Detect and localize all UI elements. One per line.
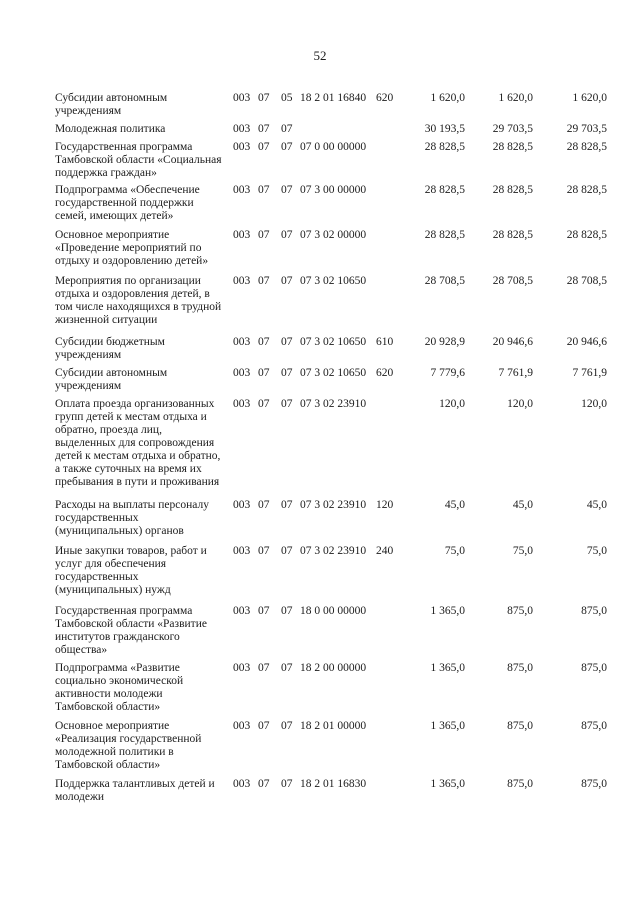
- target-article-code: 07 3 02 23910: [300, 545, 367, 557]
- row-name-line: Государственная программа: [55, 141, 193, 153]
- amount-year-3: 7 761,9: [572, 367, 607, 379]
- row-name-line: учреждениям: [55, 105, 122, 117]
- amount-year-2: 75,0: [512, 545, 533, 557]
- grbs-code: 003: [233, 184, 251, 196]
- page-number: 52: [313, 48, 327, 63]
- row-name-line: молодежи: [55, 791, 105, 803]
- row-name-line: учреждениям: [55, 380, 122, 392]
- row-name-line: Тамбовской области»: [55, 759, 161, 771]
- amount-year-2: 875,0: [507, 778, 533, 790]
- section-code: 07: [258, 336, 270, 348]
- amount-year-1: 28 708,5: [424, 275, 465, 287]
- grbs-code: 003: [233, 141, 251, 153]
- amount-year-1: 1 365,0: [430, 720, 465, 732]
- target-article-code: 18 2 01 00000: [300, 720, 367, 732]
- section-code: 07: [258, 229, 270, 241]
- row-name: [55, 275, 223, 327]
- amount-year-2: 875,0: [507, 605, 533, 617]
- target-article-code: 18 0 00 00000: [300, 605, 367, 617]
- grbs-code: 003: [233, 778, 251, 790]
- row-name-line: Субсидии бюджетным: [55, 336, 165, 348]
- section-code: 07: [258, 123, 270, 135]
- row-name-line: выделенных для сопровождения: [55, 437, 215, 449]
- row-name-line: Расходы на выплаты персоналу: [55, 499, 209, 511]
- section-code: 07: [258, 398, 270, 410]
- amount-year-2: 28 828,5: [492, 184, 533, 196]
- row-name-line: Тамбовской области «Развитие: [55, 618, 207, 630]
- amount-year-1: 28 828,5: [424, 229, 465, 241]
- row-name: [55, 778, 223, 804]
- row-name-line: Поддержка талантливых детей и: [55, 778, 215, 790]
- row-name: [55, 184, 223, 223]
- grbs-code: 003: [233, 398, 251, 410]
- row-name: [55, 398, 223, 489]
- row-name: [55, 605, 223, 657]
- subsection-code: 07: [281, 123, 293, 135]
- amount-year-3: 875,0: [581, 662, 607, 674]
- row-name-line: Мероприятия по организации: [55, 275, 201, 287]
- row-name: [55, 720, 223, 772]
- row-name-line: Основное мероприятие: [55, 229, 170, 241]
- row-name-line: отдыха и оздоровления детей, в: [55, 288, 210, 300]
- target-article-code: 07 3 02 10650: [300, 275, 367, 287]
- row-name-line: учреждениям: [55, 349, 122, 361]
- amount-year-3: 875,0: [581, 720, 607, 732]
- row-name-line: общества»: [55, 644, 108, 656]
- amount-year-3: 28 828,5: [566, 184, 607, 196]
- row-name-line: Подпрограмма «Обеспечение: [55, 184, 200, 196]
- row-name-line: государственных: [55, 571, 139, 583]
- target-article-code: 07 3 00 00000: [300, 184, 367, 196]
- amount-year-2: 28 828,5: [492, 141, 533, 153]
- subsection-code: 07: [281, 141, 293, 153]
- subsection-code: 07: [281, 662, 293, 674]
- section-code: 07: [258, 499, 270, 511]
- row-name: [55, 92, 223, 118]
- row-name-line: «Проведение мероприятий по: [55, 242, 202, 254]
- section-code: 07: [258, 367, 270, 379]
- target-article-code: 07 3 02 23910: [300, 398, 367, 410]
- row-name-line: Государственная программа: [55, 605, 193, 617]
- row-name-line: государственной поддержки: [55, 197, 194, 209]
- subsection-code: 05: [281, 92, 293, 104]
- section-code: 07: [258, 545, 270, 557]
- amount-year-3: 29 703,5: [566, 123, 607, 135]
- amount-year-3: 75,0: [586, 545, 607, 557]
- amount-year-1: 1 620,0: [430, 92, 465, 104]
- row-name-line: том числе находящихся в трудной: [55, 301, 222, 313]
- row-name-line: (муниципальных) органов: [55, 525, 184, 537]
- row-name: [55, 336, 223, 362]
- row-name-line: активности молодежи: [55, 688, 163, 700]
- row-name-line: групп детей к местам отдыха и: [55, 411, 207, 423]
- amount-year-1: 45,0: [444, 499, 465, 511]
- target-article-code: 07 3 02 00000: [300, 229, 367, 241]
- row-name-line: жизненной ситуации: [55, 314, 158, 326]
- amount-year-2: 1 620,0: [498, 92, 533, 104]
- section-code: 07: [258, 720, 270, 732]
- target-article-code: 18 2 01 16840: [300, 92, 367, 104]
- amount-year-3: 28 828,5: [566, 141, 607, 153]
- expense-type-code: 620: [376, 367, 394, 379]
- row-name-line: Субсидии автономным: [55, 92, 168, 104]
- row-name-line: Тамбовской области»: [55, 701, 161, 713]
- amount-year-2: 28 708,5: [492, 275, 533, 287]
- amount-year-2: 7 761,9: [498, 367, 533, 379]
- grbs-code: 003: [233, 336, 251, 348]
- amount-year-3: 875,0: [581, 605, 607, 617]
- target-article-code: 07 3 02 10650: [300, 336, 367, 348]
- row-name-line: пребывания в пути и проживания: [55, 476, 220, 488]
- row-name: [55, 141, 223, 180]
- target-article-code: 18 2 01 16830: [300, 778, 367, 790]
- grbs-code: 003: [233, 605, 251, 617]
- amount-year-2: 29 703,5: [492, 123, 533, 135]
- grbs-code: 003: [233, 229, 251, 241]
- amount-year-1: 120,0: [439, 398, 465, 410]
- amount-year-1: 30 193,5: [424, 123, 465, 135]
- row-name-line: Молодежная политика: [55, 123, 166, 135]
- row-name-line: социально экономической: [55, 675, 184, 687]
- subsection-code: 07: [281, 545, 293, 557]
- section-code: 07: [258, 184, 270, 196]
- grbs-code: 003: [233, 275, 251, 287]
- row-name: [55, 229, 223, 268]
- row-name-line: а также суточных на время их: [55, 463, 202, 475]
- row-name-line: «Реализация государственной: [55, 733, 202, 745]
- subsection-code: 07: [281, 336, 293, 348]
- section-code: 07: [258, 778, 270, 790]
- amount-year-2: 28 828,5: [492, 229, 533, 241]
- row-name-line: семей, имеющих детей»: [55, 210, 174, 222]
- subsection-code: 07: [281, 720, 293, 732]
- amount-year-1: 1 365,0: [430, 605, 465, 617]
- grbs-code: 003: [233, 545, 251, 557]
- row-name: [55, 367, 223, 393]
- row-name-line: Подпрограмма «Развитие: [55, 662, 180, 674]
- section-code: 07: [258, 141, 270, 153]
- row-name-line: Субсидии автономным: [55, 367, 168, 379]
- amount-year-3: 28 828,5: [566, 229, 607, 241]
- row-name-line: обратно, проезда лиц,: [55, 424, 162, 436]
- row-name-line: молодежной политики в: [55, 746, 174, 758]
- expense-type-code: 240: [376, 545, 394, 557]
- target-article-code: 18 2 00 00000: [300, 662, 367, 674]
- amount-year-1: 20 928,9: [424, 336, 465, 348]
- grbs-code: 003: [233, 123, 251, 135]
- amount-year-1: 28 828,5: [424, 184, 465, 196]
- row-name-line: Иные закупки товаров, работ и: [55, 545, 207, 557]
- grbs-code: 003: [233, 662, 251, 674]
- subsection-code: 07: [281, 778, 293, 790]
- grbs-code: 003: [233, 367, 251, 379]
- amount-year-3: 120,0: [581, 398, 607, 410]
- row-name: [55, 662, 223, 714]
- section-code: 07: [258, 605, 270, 617]
- grbs-code: 003: [233, 720, 251, 732]
- amount-year-3: 28 708,5: [566, 275, 607, 287]
- amount-year-2: 45,0: [512, 499, 533, 511]
- amount-year-2: 875,0: [507, 720, 533, 732]
- row-name-line: институтов гражданского: [55, 631, 180, 643]
- row-name-line: Основное мероприятие: [55, 720, 170, 732]
- row-name: [55, 123, 223, 136]
- amount-year-2: 20 946,6: [492, 336, 533, 348]
- subsection-code: 07: [281, 275, 293, 287]
- amount-year-2: 875,0: [507, 662, 533, 674]
- subsection-code: 07: [281, 367, 293, 379]
- row-name-line: поддержка граждан»: [55, 167, 157, 179]
- section-code: 07: [258, 92, 270, 104]
- subsection-code: 07: [281, 499, 293, 511]
- row-name-line: услуг для обеспечения: [55, 558, 167, 570]
- amount-year-1: 7 779,6: [430, 367, 465, 379]
- row-name: [55, 499, 223, 538]
- row-name-line: отдыху и оздоровлению детей»: [55, 255, 209, 267]
- subsection-code: 07: [281, 184, 293, 196]
- amount-year-3: 875,0: [581, 778, 607, 790]
- amount-year-2: 120,0: [507, 398, 533, 410]
- row-name-line: детей к местам отдыха и обратно,: [55, 450, 221, 462]
- amount-year-1: 75,0: [444, 545, 465, 557]
- expense-type-code: 120: [376, 499, 394, 511]
- grbs-code: 003: [233, 499, 251, 511]
- amount-year-3: 45,0: [586, 499, 607, 511]
- amount-year-1: 1 365,0: [430, 662, 465, 674]
- row-name-line: государственных: [55, 512, 139, 524]
- target-article-code: 07 3 02 23910: [300, 499, 367, 511]
- subsection-code: 07: [281, 398, 293, 410]
- section-code: 07: [258, 662, 270, 674]
- subsection-code: 07: [281, 605, 293, 617]
- section-code: 07: [258, 275, 270, 287]
- row-name-line: (муниципальных) нужд: [55, 584, 171, 596]
- row-name-line: Оплата проезда организованных: [55, 398, 215, 410]
- amount-year-3: 20 946,6: [566, 336, 607, 348]
- row-name: [55, 545, 223, 597]
- amount-year-1: 1 365,0: [430, 778, 465, 790]
- row-name-line: Тамбовской области «Социальная: [55, 154, 222, 166]
- target-article-code: 07 3 02 10650: [300, 367, 367, 379]
- target-article-code: 07 0 00 00000: [300, 141, 367, 153]
- amount-year-3: 1 620,0: [572, 92, 607, 104]
- amount-year-1: 28 828,5: [424, 141, 465, 153]
- expense-type-code: 620: [376, 92, 394, 104]
- subsection-code: 07: [281, 229, 293, 241]
- expense-type-code: 610: [376, 336, 394, 348]
- grbs-code: 003: [233, 92, 251, 104]
